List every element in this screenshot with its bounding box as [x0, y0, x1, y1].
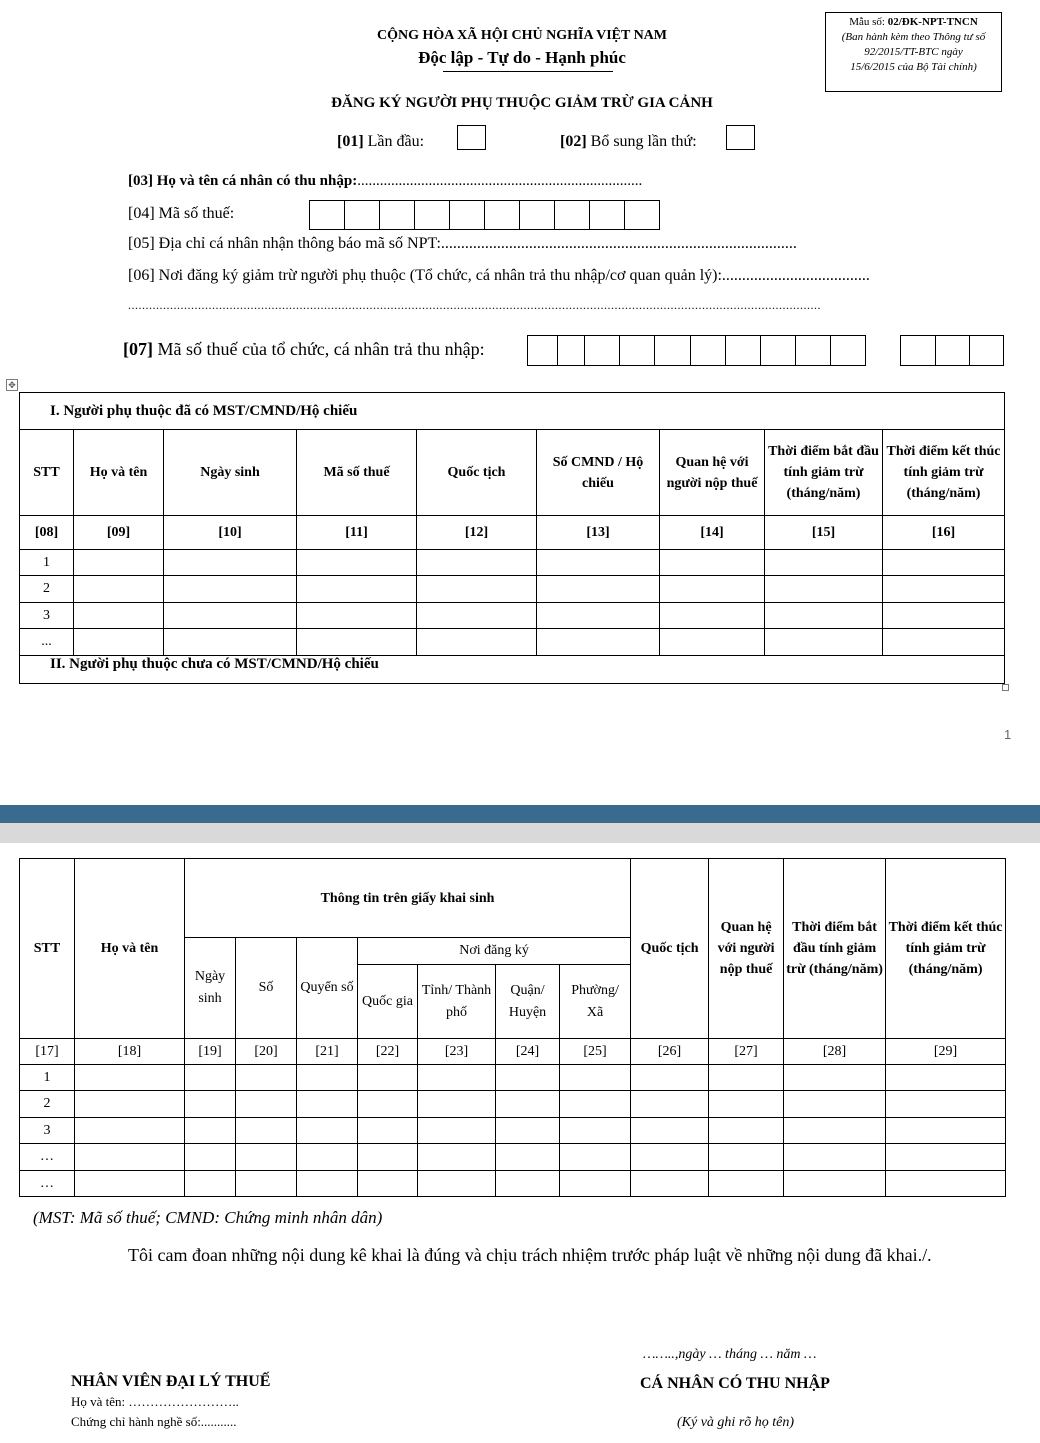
row-number: … — [20, 1171, 75, 1197]
row-number: 1 — [20, 1065, 75, 1091]
table-cell[interactable] — [886, 1065, 1006, 1091]
table-cell[interactable] — [236, 1144, 297, 1171]
table-cell[interactable] — [185, 1065, 236, 1091]
table-cell[interactable] — [297, 1171, 358, 1197]
table-cell[interactable] — [537, 629, 660, 656]
s1-header-nationality: Quốc tịch — [417, 430, 537, 516]
table-cell[interactable] — [185, 1171, 236, 1197]
table-cell[interactable] — [417, 550, 537, 576]
table-cell[interactable] — [75, 1171, 185, 1197]
table-cell[interactable] — [358, 1091, 418, 1118]
form-note-1: (Ban hành kèm theo Thông tư số — [841, 31, 986, 43]
table-row — [20, 1091, 1006, 1118]
table-cell[interactable] — [417, 576, 537, 603]
taxpayer-title: CÁ NHÂN CÓ THU NHẬP — [640, 1375, 830, 1392]
s1-code: [08] — [20, 516, 74, 550]
s1-code: [12] — [417, 516, 537, 550]
form-code-box — [825, 12, 1002, 92]
field-07-label: [07] Mã số thuế của tổ chức, cá nhân trả thu nhập: — [123, 339, 485, 359]
table-row — [20, 603, 1005, 629]
s2-header-name: Họ và tên — [75, 859, 185, 1039]
table-cell[interactable] — [784, 1065, 886, 1091]
table-cell[interactable] — [660, 629, 765, 656]
table-cell[interactable] — [496, 1065, 560, 1091]
table-cell[interactable] — [883, 603, 1005, 629]
s2-code: [20] — [236, 1039, 297, 1065]
table-cell[interactable] — [297, 1118, 358, 1144]
table-cell[interactable] — [560, 1091, 631, 1118]
table-cell[interactable] — [709, 1171, 784, 1197]
s1-header-tax-code: Mã số thuế — [297, 430, 417, 516]
s2-header-dob: Ngày sinh — [185, 938, 236, 1039]
table-row — [20, 629, 1005, 656]
s1-code: [11] — [297, 516, 417, 550]
s2-header-no: Số — [236, 938, 297, 1039]
table-cell[interactable] — [418, 1065, 496, 1091]
table-cell[interactable] — [496, 1144, 560, 1171]
table-cell[interactable] — [418, 1091, 496, 1118]
table-cell[interactable] — [537, 603, 660, 629]
page-number: 1 — [1004, 727, 1012, 742]
table-cell[interactable] — [185, 1144, 236, 1171]
branch-code-input[interactable] — [900, 335, 1004, 366]
s2-code: [27] — [709, 1039, 784, 1065]
s1-header-start: Thời điểm bắt đầu tính giảm trừ (tháng/năm) — [765, 430, 883, 516]
agent-name: Họ và tên: …………………….. — [71, 1394, 239, 1409]
table-cell[interactable] — [358, 1118, 418, 1144]
table-cell[interactable] — [297, 629, 417, 656]
table-cell[interactable] — [417, 603, 537, 629]
row-number: 2 — [20, 1091, 75, 1118]
table-row — [20, 576, 1005, 603]
table-cell[interactable] — [496, 1118, 560, 1144]
field-02-label: [02] Bổ sung lần thứ: — [560, 133, 697, 150]
s1-header-stt: STT — [20, 430, 74, 516]
table-cell[interactable] — [886, 1144, 1006, 1171]
table-row — [20, 1118, 1006, 1144]
taxpayer-sign-note: (Ký và ghi rõ họ tên) — [677, 1415, 795, 1430]
s2-code: [25] — [560, 1039, 631, 1065]
field-06: [06] Nơi đăng ký giảm trừ người phụ thuộc (Tổ chức, cá nhân trả thu nhập/cơ quan quản lý):..................................... — [128, 267, 870, 284]
table-cell[interactable] — [236, 1065, 297, 1091]
table-cell[interactable] — [236, 1118, 297, 1144]
table-cell[interactable] — [784, 1171, 886, 1197]
table-move-handle-icon[interactable]: ✥ — [6, 379, 18, 391]
s2-code: [19] — [185, 1039, 236, 1065]
s2-code: [26] — [631, 1039, 709, 1065]
table-cell[interactable] — [765, 576, 883, 603]
table-cell[interactable] — [418, 1118, 496, 1144]
table-cell[interactable] — [560, 1118, 631, 1144]
s2-header-ward: Phường/ Xã — [560, 965, 631, 1039]
row-number: 3 — [20, 1118, 75, 1144]
s2-header-start: Thời điểm bắt đầu tính giảm trừ (tháng/năm) — [784, 859, 886, 1039]
table-cell[interactable] — [75, 1065, 185, 1091]
table-cell[interactable] — [74, 603, 164, 629]
table-cell[interactable] — [164, 603, 297, 629]
table-cell[interactable] — [784, 1091, 886, 1118]
s2-header-province: Tỉnh/ Thành phố — [418, 965, 496, 1039]
supplement-number-box[interactable] — [726, 125, 755, 150]
s2-header-nationality: Quốc tịch — [631, 859, 709, 1039]
form-note-3: 15/6/2015 của Bộ Tài chính) — [850, 61, 977, 73]
table-resize-handle[interactable] — [1002, 684, 1009, 691]
date-line: ……..,ngày … tháng … năm … — [643, 1347, 817, 1362]
field-06-line2: ...................................................................................................................................................................................................... — [128, 298, 821, 312]
table-cell[interactable] — [297, 1091, 358, 1118]
table-cell[interactable] — [660, 576, 765, 603]
table-cell[interactable] — [883, 576, 1005, 603]
section-1-title: I. Người phụ thuộc đã có MST/CMND/Hộ chiếu — [20, 393, 1005, 430]
table-cell[interactable] — [631, 1118, 709, 1144]
table-cell[interactable] — [709, 1144, 784, 1171]
table-row — [20, 1065, 1006, 1091]
s1-header-id: Số CMND / Hộ chiếu — [537, 430, 660, 516]
table-cell[interactable] — [765, 603, 883, 629]
s1-header-name: Họ và tên — [74, 430, 164, 516]
s2-header-birth-info: Thông tin trên giấy khai sinh — [185, 859, 631, 938]
s2-code: [28] — [784, 1039, 886, 1065]
agent-title: NHÂN VIÊN ĐẠI LÝ THUẾ — [71, 1373, 271, 1390]
table-cell[interactable] — [496, 1171, 560, 1197]
s2-header-relation: Quan hệ với người nộp thuế — [709, 859, 784, 1039]
page-break-gap — [0, 805, 1040, 843]
table-cell[interactable] — [74, 576, 164, 603]
form-code: Mẫu số: 02/ĐK-NPT-TNCN — [849, 16, 978, 28]
table-cell[interactable] — [496, 1091, 560, 1118]
page-gap-gray — [0, 823, 1040, 843]
table-cell[interactable] — [297, 1144, 358, 1171]
form-title: ĐĂNG KÝ NGƯỜI PHỤ THUỘC GIẢM TRỪ GIA CẢNH — [331, 95, 713, 111]
table-cell[interactable] — [297, 550, 417, 576]
s2-code: [18] — [75, 1039, 185, 1065]
s2-header-book: Quyển số — [297, 938, 358, 1039]
table-cell[interactable] — [164, 576, 297, 603]
s1-code: [10] — [164, 516, 297, 550]
table-cell[interactable] — [74, 629, 164, 656]
table-cell[interactable] — [185, 1091, 236, 1118]
s1-header-end: Thời điểm kết thúc tính giảm trừ (tháng/năm) — [883, 430, 1005, 516]
s1-header-relation: Quan hệ với người nộp thuế — [660, 430, 765, 516]
table-cell[interactable] — [709, 1091, 784, 1118]
table-cell[interactable] — [537, 550, 660, 576]
table-cell[interactable] — [164, 629, 297, 656]
section-2-table — [19, 858, 1006, 1197]
row-number: 3 — [20, 603, 74, 629]
s2-header-district: Quận/ Huyện — [496, 965, 560, 1039]
field-05: [05] Địa chỉ cá nhân nhận thông báo mã số NPT:......................................................................................... — [128, 235, 797, 252]
table-cell[interactable] — [236, 1091, 297, 1118]
abbreviation-note: (MST: Mã số thuế; CMND: Chứng minh nhân dân) — [33, 1208, 383, 1227]
table-cell[interactable] — [765, 550, 883, 576]
s2-header-stt: STT — [20, 859, 75, 1039]
field-01-label: [01] Lần đầu: — [337, 133, 425, 150]
table-cell[interactable] — [765, 629, 883, 656]
table-cell[interactable] — [560, 1171, 631, 1197]
table-cell[interactable] — [75, 1118, 185, 1144]
s1-code: [16] — [883, 516, 1005, 550]
field-04-label: [04] Mã số thuế: — [128, 205, 235, 222]
table-row — [20, 1171, 1006, 1197]
agent-certificate: Chứng chỉ hành nghề số:........... — [71, 1414, 237, 1429]
section-1-table — [19, 392, 1005, 684]
table-cell[interactable] — [358, 1065, 418, 1091]
table-cell[interactable] — [660, 603, 765, 629]
s2-code: [24] — [496, 1039, 560, 1065]
table-row — [20, 550, 1005, 576]
table-cell[interactable] — [631, 1171, 709, 1197]
s2-code: [21] — [297, 1039, 358, 1065]
motto-underline — [443, 71, 613, 72]
field-03: [03] Họ và tên cá nhân có thu nhập:............................................................................ — [128, 173, 643, 189]
table-cell[interactable] — [560, 1144, 631, 1171]
payer-tax-code-input[interactable] — [527, 335, 866, 366]
first-time-checkbox[interactable] — [457, 125, 486, 150]
s1-code: [13] — [537, 516, 660, 550]
s2-header-country: Quốc gia — [358, 965, 418, 1039]
table-cell[interactable] — [883, 629, 1005, 656]
table-cell[interactable] — [358, 1171, 418, 1197]
s1-code: [09] — [74, 516, 164, 550]
row-number: … — [20, 1144, 75, 1171]
country-name: CỘNG HÒA XÃ HỘI CHỦ NGHĨA VIỆT NAM — [376, 28, 667, 43]
table-row — [20, 1144, 1006, 1171]
s2-header-reg-place: Nơi đăng ký — [358, 938, 631, 965]
table-cell[interactable] — [709, 1118, 784, 1144]
table-cell[interactable] — [660, 550, 765, 576]
table-cell[interactable] — [185, 1118, 236, 1144]
s2-code: [17] — [20, 1039, 75, 1065]
s1-code: [14] — [660, 516, 765, 550]
table-cell[interactable] — [886, 1171, 1006, 1197]
table-cell[interactable] — [297, 576, 417, 603]
table-cell[interactable] — [297, 603, 417, 629]
table-cell[interactable] — [75, 1091, 185, 1118]
table-cell[interactable] — [358, 1144, 418, 1171]
table-cell[interactable] — [75, 1144, 185, 1171]
table-cell[interactable] — [560, 1065, 631, 1091]
row-number: ... — [20, 629, 74, 656]
row-number: 1 — [20, 550, 74, 576]
table-cell[interactable] — [418, 1144, 496, 1171]
table-cell[interactable] — [418, 1171, 496, 1197]
table-cell[interactable] — [886, 1091, 1006, 1118]
table-cell[interactable] — [631, 1091, 709, 1118]
table-cell[interactable] — [784, 1144, 886, 1171]
s2-header-end: Thời điểm kết thúc tính giảm trừ (tháng/năm) — [886, 859, 1006, 1039]
s1-code: [15] — [765, 516, 883, 550]
table-cell[interactable] — [164, 550, 297, 576]
motto: Độc lập - Tự do - Hạnh phúc — [418, 48, 626, 67]
s1-header-dob: Ngày sinh — [164, 430, 297, 516]
commitment-text: Tôi cam đoan những nội dung kê khai là đúng và chịu trách nhiệm trước pháp luật về những nội dung đã khai./. — [128, 1245, 932, 1265]
table-cell[interactable] — [236, 1171, 297, 1197]
s2-code: [23] — [418, 1039, 496, 1065]
row-number: 2 — [20, 576, 74, 603]
table-cell[interactable] — [784, 1118, 886, 1144]
tax-code-input[interactable] — [309, 200, 660, 230]
table-cell[interactable] — [886, 1118, 1006, 1144]
table-cell[interactable] — [709, 1065, 784, 1091]
table-cell[interactable] — [417, 629, 537, 656]
table-cell[interactable] — [631, 1065, 709, 1091]
s2-code: [22] — [358, 1039, 418, 1065]
table-cell[interactable] — [631, 1144, 709, 1171]
s2-code: [29] — [886, 1039, 1006, 1065]
form-note-2: 92/2015/TT-BTC ngày — [864, 46, 963, 58]
table-cell[interactable] — [883, 550, 1005, 576]
section-2-title: II. Người phụ thuộc chưa có MST/CMND/Hộ chiếu — [20, 656, 1005, 684]
table-cell[interactable] — [537, 576, 660, 603]
table-cell[interactable] — [74, 550, 164, 576]
table-cell[interactable] — [297, 1065, 358, 1091]
page-gap-band — [0, 805, 1040, 823]
